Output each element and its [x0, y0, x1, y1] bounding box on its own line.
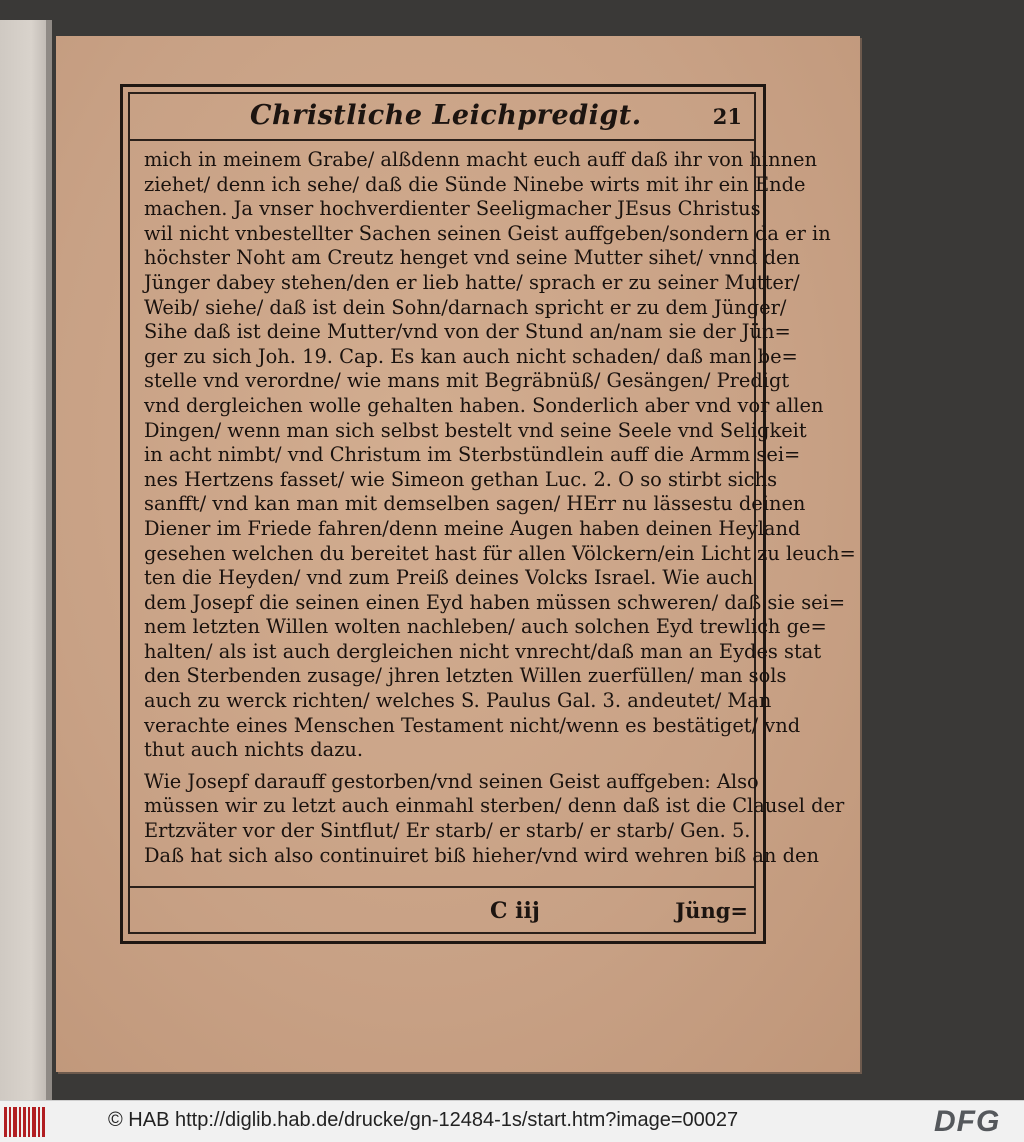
dfg-logo: DFG — [934, 1105, 1001, 1138]
text-line: Weib/ siehe/ daß ist dein Sohn/darnach spricht er zu dem Jünger/ — [144, 295, 787, 319]
text-line: ger zu sich Joh. 19. Cap. Es kan auch nicht schaden/ daß man be= — [144, 344, 798, 368]
text-line: höchster Noht am Creutz henget vnd seine Mutter sihet/ vnnd den — [144, 246, 800, 270]
text-line: müssen wir zu letzt auch einmahl sterben/ denn daß ist die Clausel der — [144, 794, 845, 818]
text-line: thut auch nichts dazu. — [144, 738, 364, 762]
paragraph-gap — [144, 763, 742, 770]
page-number: 21 — [712, 104, 742, 129]
text-line: den Sterbenden zusage/ jhren letzten Willen zuerfüllen/ man sols — [144, 664, 787, 688]
text-line: ziehet/ denn ich sehe/ daß die Sünde Ninebe wirts mit ihr ein Ende — [144, 172, 806, 196]
text-line: nes Hertzens fasset/ wie Simeon gethan Luc. 2. O so stirbt sichs — [144, 467, 778, 491]
body-text — [144, 148, 856, 868]
text-line: Diener im Friede fahren/denn meine Augen haben deinen Heyland — [144, 516, 801, 540]
text-line: Dingen/ wenn man sich selbst bestelt vnd seine Seele vnd Seligkeit — [144, 418, 807, 442]
previous-page-edge — [0, 20, 52, 1100]
text-line: auch zu werck richten/ welches S. Paulus Gal. 3. andeutet/ Man — [144, 689, 772, 713]
viewer-footer — [0, 1100, 1024, 1142]
copyright-link[interactable]: © HAB http://diglib.hab.de/drucke/gn-12484-1s/start.htm?image=00027 — [108, 1109, 739, 1131]
text-line: mich in meinem Grabe/ alßdenn macht euch auff daß ihr von hinnen — [144, 148, 818, 171]
text-line: ten die Heyden/ vnd zum Preiß deines Volcks Israel. Wie auch — [144, 566, 754, 590]
text-line: dem Josepf die seinen einen Eyd haben müssen schweren/ daß sie sei= — [144, 590, 846, 614]
text-line: Wie Josepf darauff gestorben/vnd seinen Geist auffgeben: Also — [144, 769, 759, 793]
text-line: Ertzväter vor der Sintflut/ Er starb/ er starb/ er starb/ Gen. 5. — [144, 819, 751, 843]
text-line: machen. Ja vnser hochverdienter Seeligmacher JEsus Christus — [144, 197, 761, 221]
text-line: sanfft/ vnd kan man mit demselben sagen/ HErr nu lässestu deinen — [144, 492, 806, 516]
text-line: vnd dergleichen wolle gehalten haben. Sonderlich aber vnd vor allen — [144, 393, 824, 417]
text-line: gesehen welchen du bereitet hast für allen Völckern/ein Licht zu leuch= — [144, 541, 856, 565]
text-line: verachte eines Menschen Testament nicht/wenn es bestätiget/ vnd — [144, 713, 801, 737]
text-line: Sihe daß ist deine Mutter/vnd von der Stund an/nam sie der Jün= — [144, 320, 791, 344]
footer-rule — [128, 886, 754, 888]
paragraph-2 — [144, 769, 845, 868]
text-line: stelle vnd verordne/ wie mans mit Begräbnüß/ Gesängen/ Predigt — [144, 369, 790, 393]
text-line: nem letzten Willen wolten nachleben/ auch solchen Eyd trewlich ge= — [144, 615, 827, 639]
text-line: in acht nimbt/ vnd Christum im Sterbstündlein auff die Armm sei= — [144, 443, 801, 467]
catchword: Jüng= — [675, 898, 748, 923]
binding-shadow — [46, 20, 52, 1100]
text-line: halten/ als ist auch dergleichen nicht vnrecht/daß man an Eydes stat — [144, 639, 822, 663]
text-line: wil nicht vnbestellter Sachen seinen Geist auffgeben/sondern da er in — [144, 221, 831, 245]
paragraph-1 — [144, 148, 856, 763]
signature-mark: C iij — [490, 898, 540, 924]
text-line: Daß hat sich also continuiret biß hieher/vnd wird wehren biß an den — [144, 843, 819, 867]
running-head: Christliche Leichpredigt. — [250, 100, 642, 131]
hab-logo-icon — [4, 1107, 48, 1137]
header-rule — [128, 139, 754, 141]
text-line: Jünger dabey stehen/den er lieb hatte/ sprach er zu seiner Mutter/ — [144, 270, 800, 294]
